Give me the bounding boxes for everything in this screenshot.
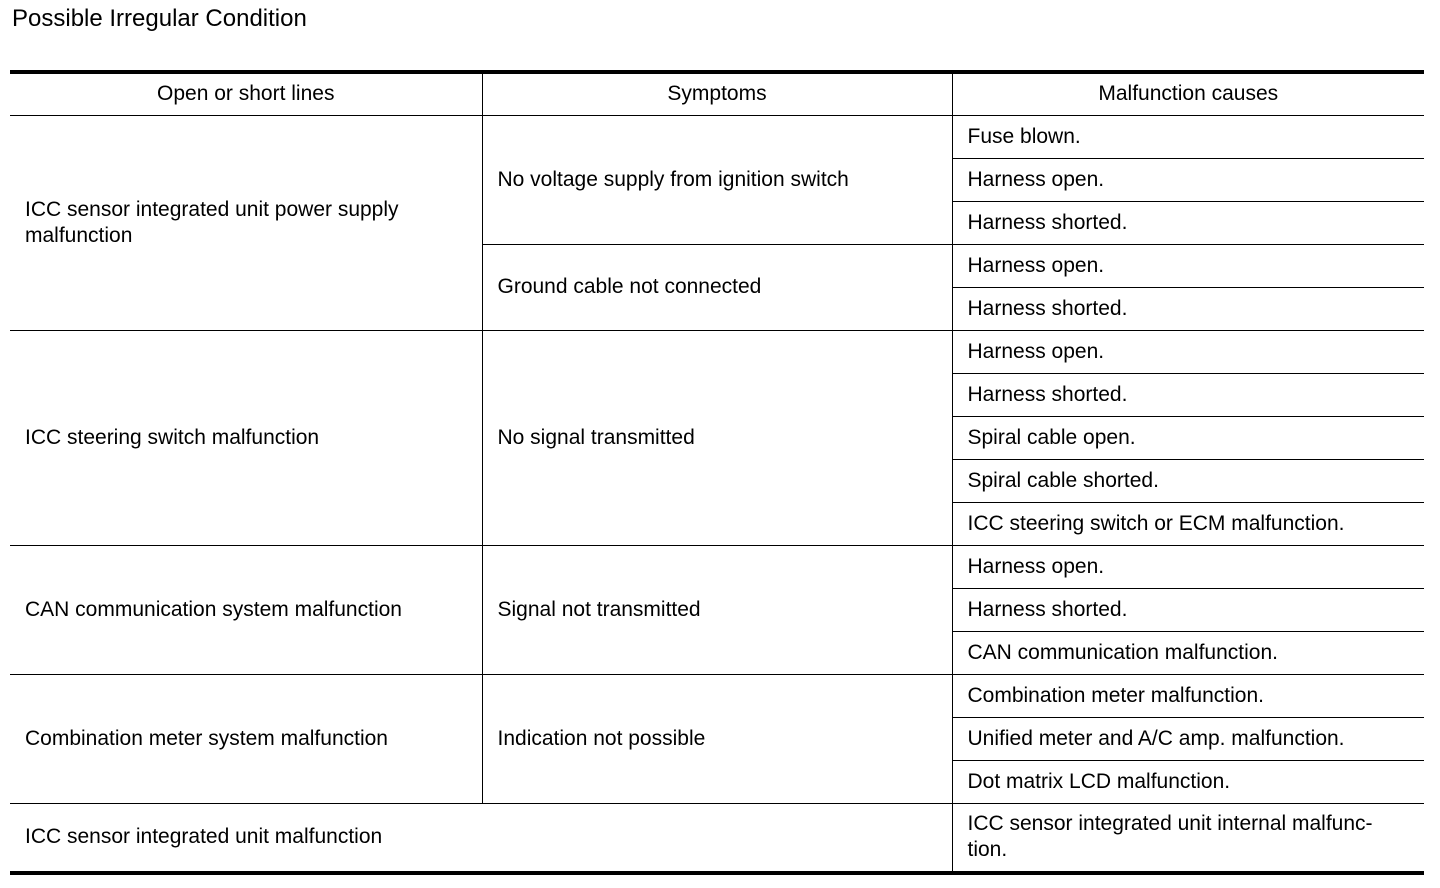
symptom-cell: Signal not transmitted [482, 545, 952, 674]
malfunction-cause-cell: Harness shorted. [952, 373, 1424, 416]
malfunction-cause-cell: Dot matrix LCD malfunction. [952, 760, 1424, 803]
condition-line-cell: CAN communication system malfunction [10, 545, 482, 674]
symptom-cell: No voltage supply from ignition switch [482, 115, 952, 244]
condition-line-cell: ICC sensor integrated unit power supply malfunction [10, 115, 482, 330]
table-header-row [10, 72, 1424, 115]
symptom-cell: Indication not possible [482, 674, 952, 803]
malfunction-cause-cell: Combination meter malfunction. [952, 674, 1424, 717]
malfunction-cause-cell: Harness shorted. [952, 201, 1424, 244]
malfunction-cause-cell: Harness open. [952, 545, 1424, 588]
symptom-cell: Ground cable not connected [482, 244, 952, 330]
malfunction-cause-cell: ICC sensor integrated unit internal malfunc-tion. [952, 803, 1424, 873]
table-body [10, 115, 1424, 873]
malfunction-cause-cell: Harness open. [952, 330, 1424, 373]
page-title: Possible Irregular Condition [12, 5, 307, 32]
header-malfunction-causes: Malfunction causes [952, 72, 1424, 115]
malfunction-cause-cell: Harness shorted. [952, 287, 1424, 330]
malfunction-cause-cell: Spiral cable open. [952, 416, 1424, 459]
malfunction-cause-cell: Spiral cable shorted. [952, 459, 1424, 502]
malfunction-cause-cell: Harness open. [952, 158, 1424, 201]
condition-line-cell: Combination meter system malfunction [10, 674, 482, 803]
table-row [10, 803, 1424, 873]
header-open-or-short-lines: Open or short lines [10, 72, 482, 115]
table-row [10, 330, 1424, 373]
table-row [10, 674, 1424, 717]
symptom-cell: No signal transmitted [482, 330, 952, 545]
condition-line-cell: ICC steering switch malfunction [10, 330, 482, 545]
malfunction-cause-cell: Harness open. [952, 244, 1424, 287]
table-row [10, 115, 1424, 158]
header-symptoms: Symptoms [482, 72, 952, 115]
malfunction-cause-cell: Harness shorted. [952, 588, 1424, 631]
table-row [10, 545, 1424, 588]
malfunction-cause-cell: Unified meter and A/C amp. malfunction. [952, 717, 1424, 760]
irregular-condition-table [10, 70, 1424, 875]
malfunction-cause-cell: ICC steering switch or ECM malfunction. [952, 502, 1424, 545]
condition-line-cell: ICC sensor integrated unit malfunction [10, 803, 952, 873]
malfunction-cause-cell: Fuse blown. [952, 115, 1424, 158]
malfunction-cause-cell: CAN communication malfunction. [952, 631, 1424, 674]
